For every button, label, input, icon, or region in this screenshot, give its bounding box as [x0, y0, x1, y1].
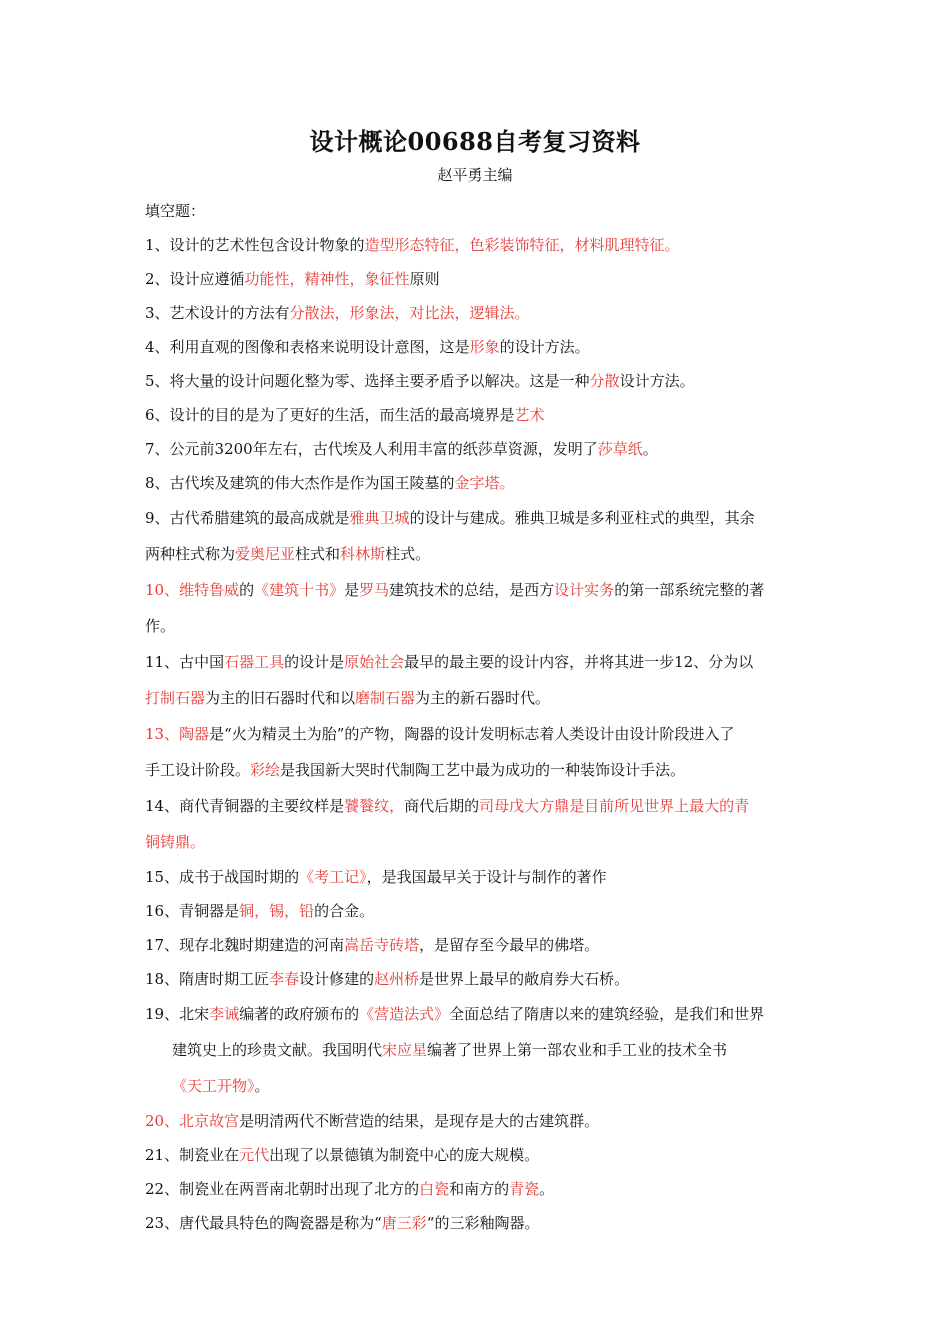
question-text: 8、古代埃及建筑的伟大杰作是作为国王陵墓的	[145, 474, 455, 492]
answer-text: 10、维特鲁威	[145, 581, 240, 599]
question-text: 建筑技术的总结，是西方	[389, 581, 555, 599]
answer-text: 罗马	[359, 581, 390, 599]
question-line	[145, 296, 810, 330]
question-text: 11、古中国	[145, 653, 225, 671]
question-text: 全面总结了隋唐以来的建筑经验，是我们和世界	[449, 1005, 765, 1023]
question-line	[145, 608, 810, 644]
question-text: 是	[344, 581, 360, 599]
answer-text: 彩绘	[250, 761, 281, 779]
question-text: 为主的新石器时代。	[415, 689, 551, 707]
answer-text: 嵩岳寺砖塔	[344, 936, 420, 954]
question-text: 设计方法。	[619, 372, 695, 390]
answer-text: 宋应星	[382, 1041, 428, 1059]
question-text: 4、利用直观的图像和表格来说明设计意图，这是	[145, 338, 470, 356]
question-text: 15、成书于战国时期的	[145, 868, 300, 886]
question-text: 设计修建的	[299, 970, 375, 988]
question-line	[145, 1032, 810, 1068]
question-line	[145, 1104, 810, 1138]
answer-text: 形象	[469, 338, 500, 356]
question-text: 是我国新大哭时代制陶工艺中最为成功的一种装饰设计手法。	[280, 761, 686, 779]
answer-text: 《建筑十书》	[254, 581, 345, 599]
answer-text: 爱奥尼亚	[235, 545, 296, 563]
question-text: 19、北宋	[145, 1005, 210, 1023]
question-text: 21、制瓷业在	[145, 1146, 240, 1164]
question-text: 两种柱式称为	[145, 545, 236, 563]
answer-text: 李春	[269, 970, 300, 988]
answer-text: 磨制石器	[355, 689, 416, 707]
question-text: 14、商代青铜器的主要纹样是	[145, 797, 345, 815]
answer-text: 功能性，精神性，象征性	[244, 270, 410, 288]
answer-text: 李诫	[209, 1005, 240, 1023]
question-line	[145, 228, 810, 262]
answer-text: 《天工开物》	[172, 1077, 255, 1095]
question-line	[145, 894, 810, 928]
section-heading: 填空题：	[145, 202, 206, 220]
question-line	[145, 1172, 810, 1206]
question-text: 为主的旧石器时代和以	[205, 689, 356, 707]
question-line	[145, 928, 810, 962]
question-text: 2、设计应遵循	[145, 270, 245, 288]
answer-text: 13、陶器	[145, 725, 210, 743]
question-line	[145, 644, 810, 680]
answer-text: 莎草纸	[597, 440, 643, 458]
answer-text: 唐三彩	[381, 1214, 427, 1232]
question-line	[145, 398, 810, 432]
question-list	[145, 228, 810, 1240]
question-text: 的	[239, 581, 255, 599]
answer-text: 饕餮纹，	[344, 797, 405, 815]
answer-text: 造型形态特征，色彩装饰特征，材料肌理特征。	[364, 236, 680, 254]
answer-text: 石器工具	[224, 653, 285, 671]
answer-text: 雅典卫城	[349, 509, 410, 527]
question-text: 的合金。	[314, 902, 375, 920]
question-line	[145, 962, 810, 996]
question-line	[145, 500, 810, 536]
question-text: 22、制瓷业在两晋南北朝时出现了北方的	[145, 1180, 420, 1198]
question-text: 手工设计阶段。	[145, 761, 251, 779]
question-text: 编著了世界上第一部农业和手工业的技术全书	[427, 1041, 728, 1059]
answer-text: 科林斯	[340, 545, 386, 563]
question-text: 原则	[409, 270, 440, 288]
answer-text: 设计实务	[554, 581, 615, 599]
question-line	[145, 752, 810, 788]
answer-text: 金字塔。	[454, 474, 515, 492]
question-line	[145, 1068, 810, 1104]
answer-text: 20、北京故宫	[145, 1112, 240, 1130]
question-line	[145, 1138, 810, 1172]
question-text: 的设计方法。	[499, 338, 590, 356]
question-text: 。	[642, 440, 658, 458]
question-text: 5、将大量的设计问题化整为零、选择主要矛盾予以解决。这是一种	[145, 372, 590, 390]
answer-text: 赵州桥	[374, 970, 420, 988]
question-text: “的三彩釉陶器。	[426, 1214, 540, 1232]
answer-text: 打制石器	[145, 689, 206, 707]
question-text: 是“火为精灵土为胎”的产物，陶器的设计发明标志着人类设计由设计阶段进入了	[209, 725, 735, 743]
question-text: 3、艺术设计的方法有	[145, 304, 290, 322]
question-line	[145, 262, 810, 296]
question-text: 23、唐代最具特色的陶瓷器是称为“	[145, 1214, 382, 1232]
answer-text: 分散法，形象法，对比法，逻辑法。	[289, 304, 530, 322]
question-text: 是明清两代不断营造的结果，是现存是大的古建筑群。	[239, 1112, 600, 1130]
answer-text: 《考工记》	[299, 868, 367, 886]
question-text: 作。	[145, 617, 176, 635]
answer-text: 分散	[589, 372, 620, 390]
question-text: 柱式。	[385, 545, 431, 563]
question-line	[145, 680, 810, 716]
question-text: 和南方的	[449, 1180, 510, 1198]
question-line	[145, 860, 810, 894]
question-text: 是世界上最早的敞肩券大石桥。	[419, 970, 630, 988]
question-line	[145, 996, 810, 1032]
answer-text: 元代	[239, 1146, 270, 1164]
question-text: 商代后期的	[404, 797, 480, 815]
answer-text: 司母戊大方鼎是目前所见世界上最大的青	[479, 797, 750, 815]
question-text: 编著的政府颁布的	[239, 1005, 360, 1023]
question-line	[145, 536, 810, 572]
question-text: 出现了以景德镇为制瓷中心的庞大规模。	[269, 1146, 540, 1164]
answer-text: 艺术	[514, 406, 545, 424]
question-text: 9、古代希腊建筑的最高成就是	[145, 509, 350, 527]
document-title: 设计概论00688自考复习资料	[309, 127, 641, 156]
answer-text: 青瓷	[509, 1180, 540, 1198]
question-text: 。	[539, 1180, 555, 1198]
question-text: 的第一部系统完整的著	[614, 581, 765, 599]
question-text: 7、公元前3200年左右，古代埃及人利用丰富的纸莎草资源，发明了	[145, 440, 598, 458]
answer-text: 《营造法式》	[359, 1005, 450, 1023]
question-text: 18、隋唐时期工匠	[145, 970, 270, 988]
answer-text: 铜，锡，铅	[239, 902, 315, 920]
question-text: 最早的最主要的设计内容，并将其进一步12、分为以	[404, 653, 754, 671]
question-text: ，是我国最早关于设计与制作的著作	[366, 868, 607, 886]
document-author: 赵平勇主编	[437, 166, 513, 184]
question-text: 。	[254, 1077, 270, 1095]
question-text: 柱式和	[295, 545, 341, 563]
answer-text: 原始社会	[344, 653, 405, 671]
question-line	[145, 466, 810, 500]
question-line	[145, 788, 810, 824]
question-text: 6、设计的目的是为了更好的生活，而生活的最高境界是	[145, 406, 515, 424]
question-text: 的设计是	[284, 653, 345, 671]
question-line	[145, 1206, 810, 1240]
answer-text: 白瓷	[419, 1180, 450, 1198]
question-text: 建筑史上的珍贵文献。我国明代	[172, 1041, 383, 1059]
question-line	[145, 824, 810, 860]
question-text: 17、现存北魏时期建造的河南	[145, 936, 345, 954]
question-line	[145, 572, 810, 608]
answer-text: 铜铸鼎。	[145, 833, 206, 851]
question-line	[145, 716, 810, 752]
question-line	[145, 330, 810, 364]
question-text: ，是留存至今最早的佛塔。	[419, 936, 600, 954]
question-line	[145, 432, 810, 466]
question-text: 的设计与建成。雅典卫城是多利亚柱式的典型，其余	[409, 509, 755, 527]
question-text: 1、设计的艺术性包含设计物象的	[145, 236, 365, 254]
question-text: 16、青铜器是	[145, 902, 240, 920]
question-line	[145, 364, 810, 398]
